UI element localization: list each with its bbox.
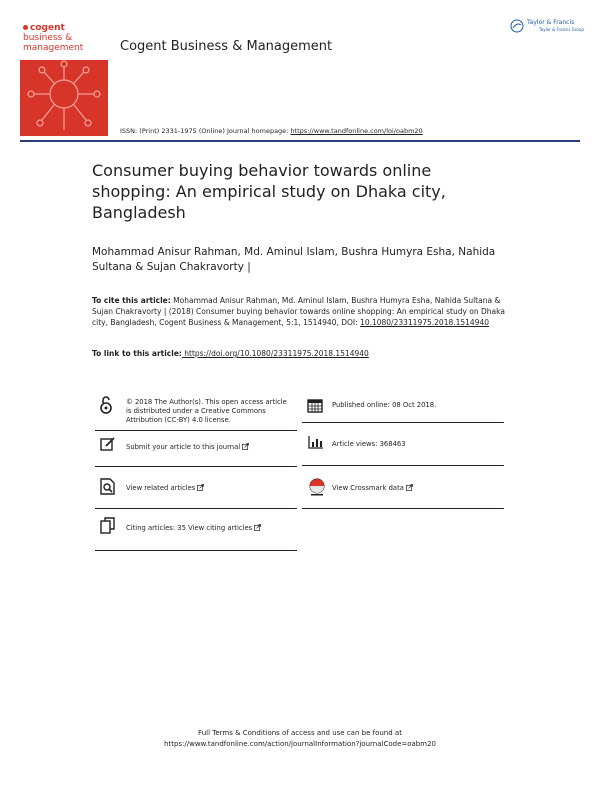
footer — [0, 728, 600, 750]
related-articles-label: View related articles — [126, 484, 196, 492]
citing-articles-icon — [100, 517, 116, 534]
issn-line — [120, 127, 423, 135]
publisher-logo[interactable] — [509, 17, 583, 37]
external-link-icon — [254, 524, 261, 531]
crossmark-icon — [308, 478, 326, 496]
crossmark-label: View Crossmark data — [332, 484, 404, 492]
divider — [302, 422, 504, 423]
external-link-icon — [242, 443, 249, 450]
view-crossmark-link[interactable] — [332, 484, 502, 493]
article-title: Consumer buying behavior towards online shopping: An empirical study on Dhaka city, Bangladesh — [92, 161, 446, 222]
calendar-icon — [307, 397, 323, 413]
published-online-date: Published online: 08 Oct 2018. — [332, 401, 437, 409]
article-link-line — [92, 349, 369, 358]
divider — [302, 465, 504, 466]
submit-article-link[interactable] — [126, 443, 296, 452]
divider — [95, 550, 297, 551]
article-link-label: To link to this article: — [92, 349, 182, 358]
footer-terms-text: Full Terms & Conditions of access and use can be found at — [198, 729, 402, 737]
open-access-icon — [99, 395, 113, 415]
divider — [302, 508, 504, 509]
citing-articles-label: Citing articles: 35 View citing articles — [126, 524, 253, 532]
bar-chart-icon — [308, 435, 324, 449]
journal-homepage-link[interactable]: https://www.tandfonline.com/loi/oabm20 — [290, 127, 423, 135]
divider — [95, 430, 297, 431]
cover-brand: cogent — [30, 23, 65, 33]
article-doi-url[interactable]: https://doi.org/10.1080/23311975.2018.1514940 — [181, 349, 369, 358]
footer-terms-url[interactable]: https://www.tandfonline.com/action/journalInformation?journalCode=oabm20 — [164, 740, 436, 748]
cover-molecule-artwork — [20, 60, 108, 136]
external-link-icon — [197, 484, 204, 491]
journal-cover — [20, 20, 108, 136]
article-authors: Mohammad Anisur Rahman, Md. Aminul Islam, Bushra Humyra Esha, Nahida Sultana & Sujan Chakravorty | — [92, 246, 496, 273]
open-access-notice: © 2018 The Author(s). This open access article is distributed under a Creative Commons Attribution (CC-BY) 4.0 license. — [126, 398, 287, 424]
view-citing-articles-link[interactable] — [126, 524, 296, 533]
cover-logo — [23, 23, 83, 53]
divider — [95, 508, 297, 509]
divider — [95, 466, 297, 467]
submit-article-label: Submit your article to this journal — [126, 443, 241, 451]
citation-block — [92, 295, 512, 328]
publisher-group: Taylor & Francis Group — [539, 27, 584, 32]
cogent-dot-icon — [23, 25, 28, 30]
edit-icon — [100, 436, 116, 452]
citation-doi-link[interactable]: 10.1080/23311975.2018.1514940 — [360, 318, 490, 327]
external-link-icon — [406, 484, 413, 491]
cover-line-3: management — [23, 43, 84, 53]
citation-text: Mohammad Anisur Rahman, Md. Aminul Islam, Bushra Humyra Esha, Nahida Sultana & Sujan Chakravorty | (2018) Consumer buying behavior towards online shopping: An empirical study on Dhaka city, Bangladesh, Cogent Business & Management, 5:1, 1514940, DOI: — [92, 296, 505, 327]
view-related-articles-link[interactable] — [126, 484, 296, 493]
article-views-count: Article views: 368463 — [332, 440, 406, 448]
related-articles-icon — [100, 478, 116, 495]
journal-title[interactable]: Cogent Business & Management — [120, 39, 333, 54]
header-rule — [20, 140, 580, 142]
cover-line-2: business & — [23, 33, 73, 43]
issn-text: ISSN: (Print) 2331-1975 (Online) Journal homepage: — [120, 127, 291, 135]
citation-label: To cite this article: — [92, 296, 171, 305]
publisher-name: Taylor & Francis — [527, 19, 575, 26]
publisher-globe-icon — [510, 19, 524, 33]
